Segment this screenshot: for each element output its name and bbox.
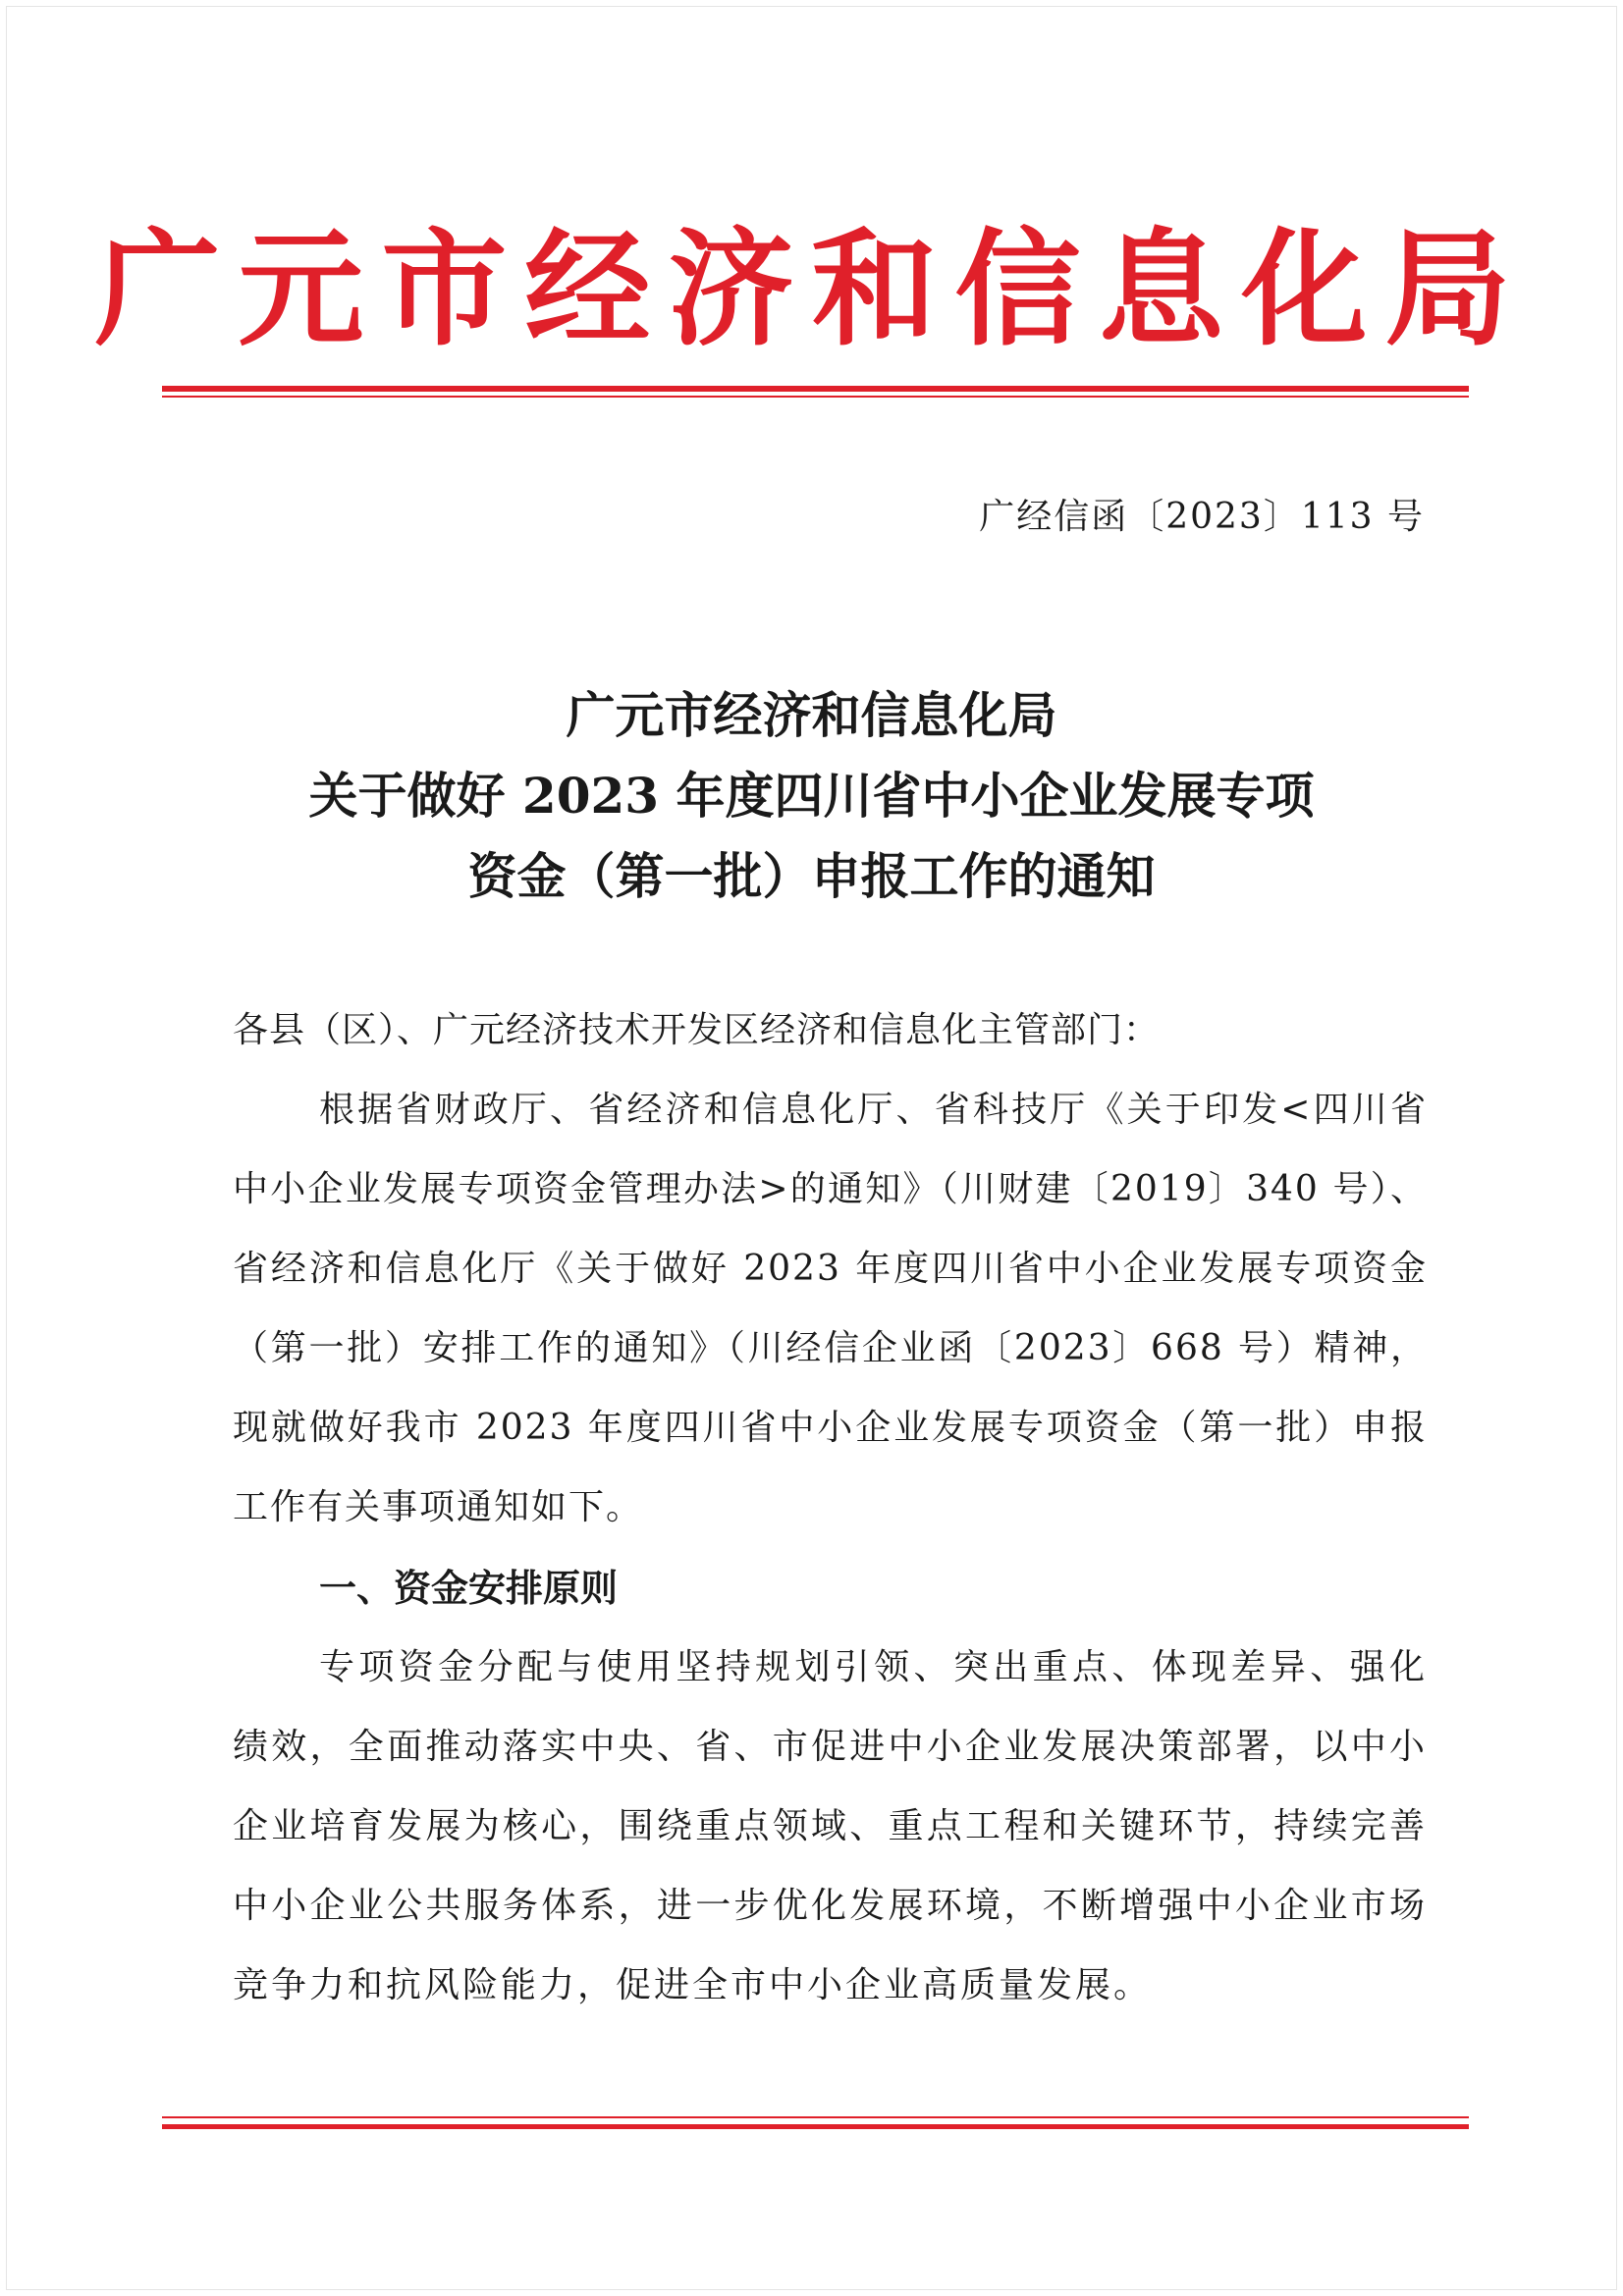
document-title <box>0 675 1623 917</box>
masthead-rule-thin <box>162 396 1469 398</box>
title-line-1: 广元市经济和信息化局 <box>566 686 1057 744</box>
masthead-org-name: 广元市经济和信息化局 <box>94 216 1529 363</box>
salutation: 各县（区）、广元经济技术开发区经济和信息化主管部门： <box>233 1010 1161 1050</box>
footer-rule-thin <box>162 2116 1469 2118</box>
document-number: 广经信函〔2023〕113 号 <box>979 497 1425 537</box>
paragraph-2: 专项资金分配与使用坚持规划引领、突出重点、体现差异、强化绩效，全面推动落实中央、省、市促进中小企业发展决策部署，以中小企业培育发展为核心，围绕重点领域、重点工程和关键环节，持续完善中小企业公共服务体系，进一步优化发展环境，不断增强中小企业市场竞争力和抗风险能力，促进全市中小企业高质量发展。 <box>233 1647 1428 2005</box>
paragraph-1: 根据省财政厅、省经济和信息化厅、省科技厅《关于印发<四川省中小企业发展专项资金管理办法>的通知》（川财建〔2019〕340 号）、省经济和信息化厅《关于做好 2023 年度四川省中小企业发展专项资金（第一批）安排工作的通知》（川经信企业函〔2023〕668 号）精神，现就做好我市 2023 年度四川省中小企业发展专项资金（第一批）申报工作有关事项通知如下。 <box>233 1090 1428 1527</box>
title-line-3: 资金（第一批）申报工作的通知 <box>467 847 1156 905</box>
title-line-2: 关于做好 2023 年度四川省中小企业发展专项 <box>308 767 1315 825</box>
masthead-rule-thick <box>162 386 1469 392</box>
section-heading-1: 一、资金安排原则 <box>319 1566 619 1610</box>
footer-rule-thick <box>162 2124 1469 2129</box>
